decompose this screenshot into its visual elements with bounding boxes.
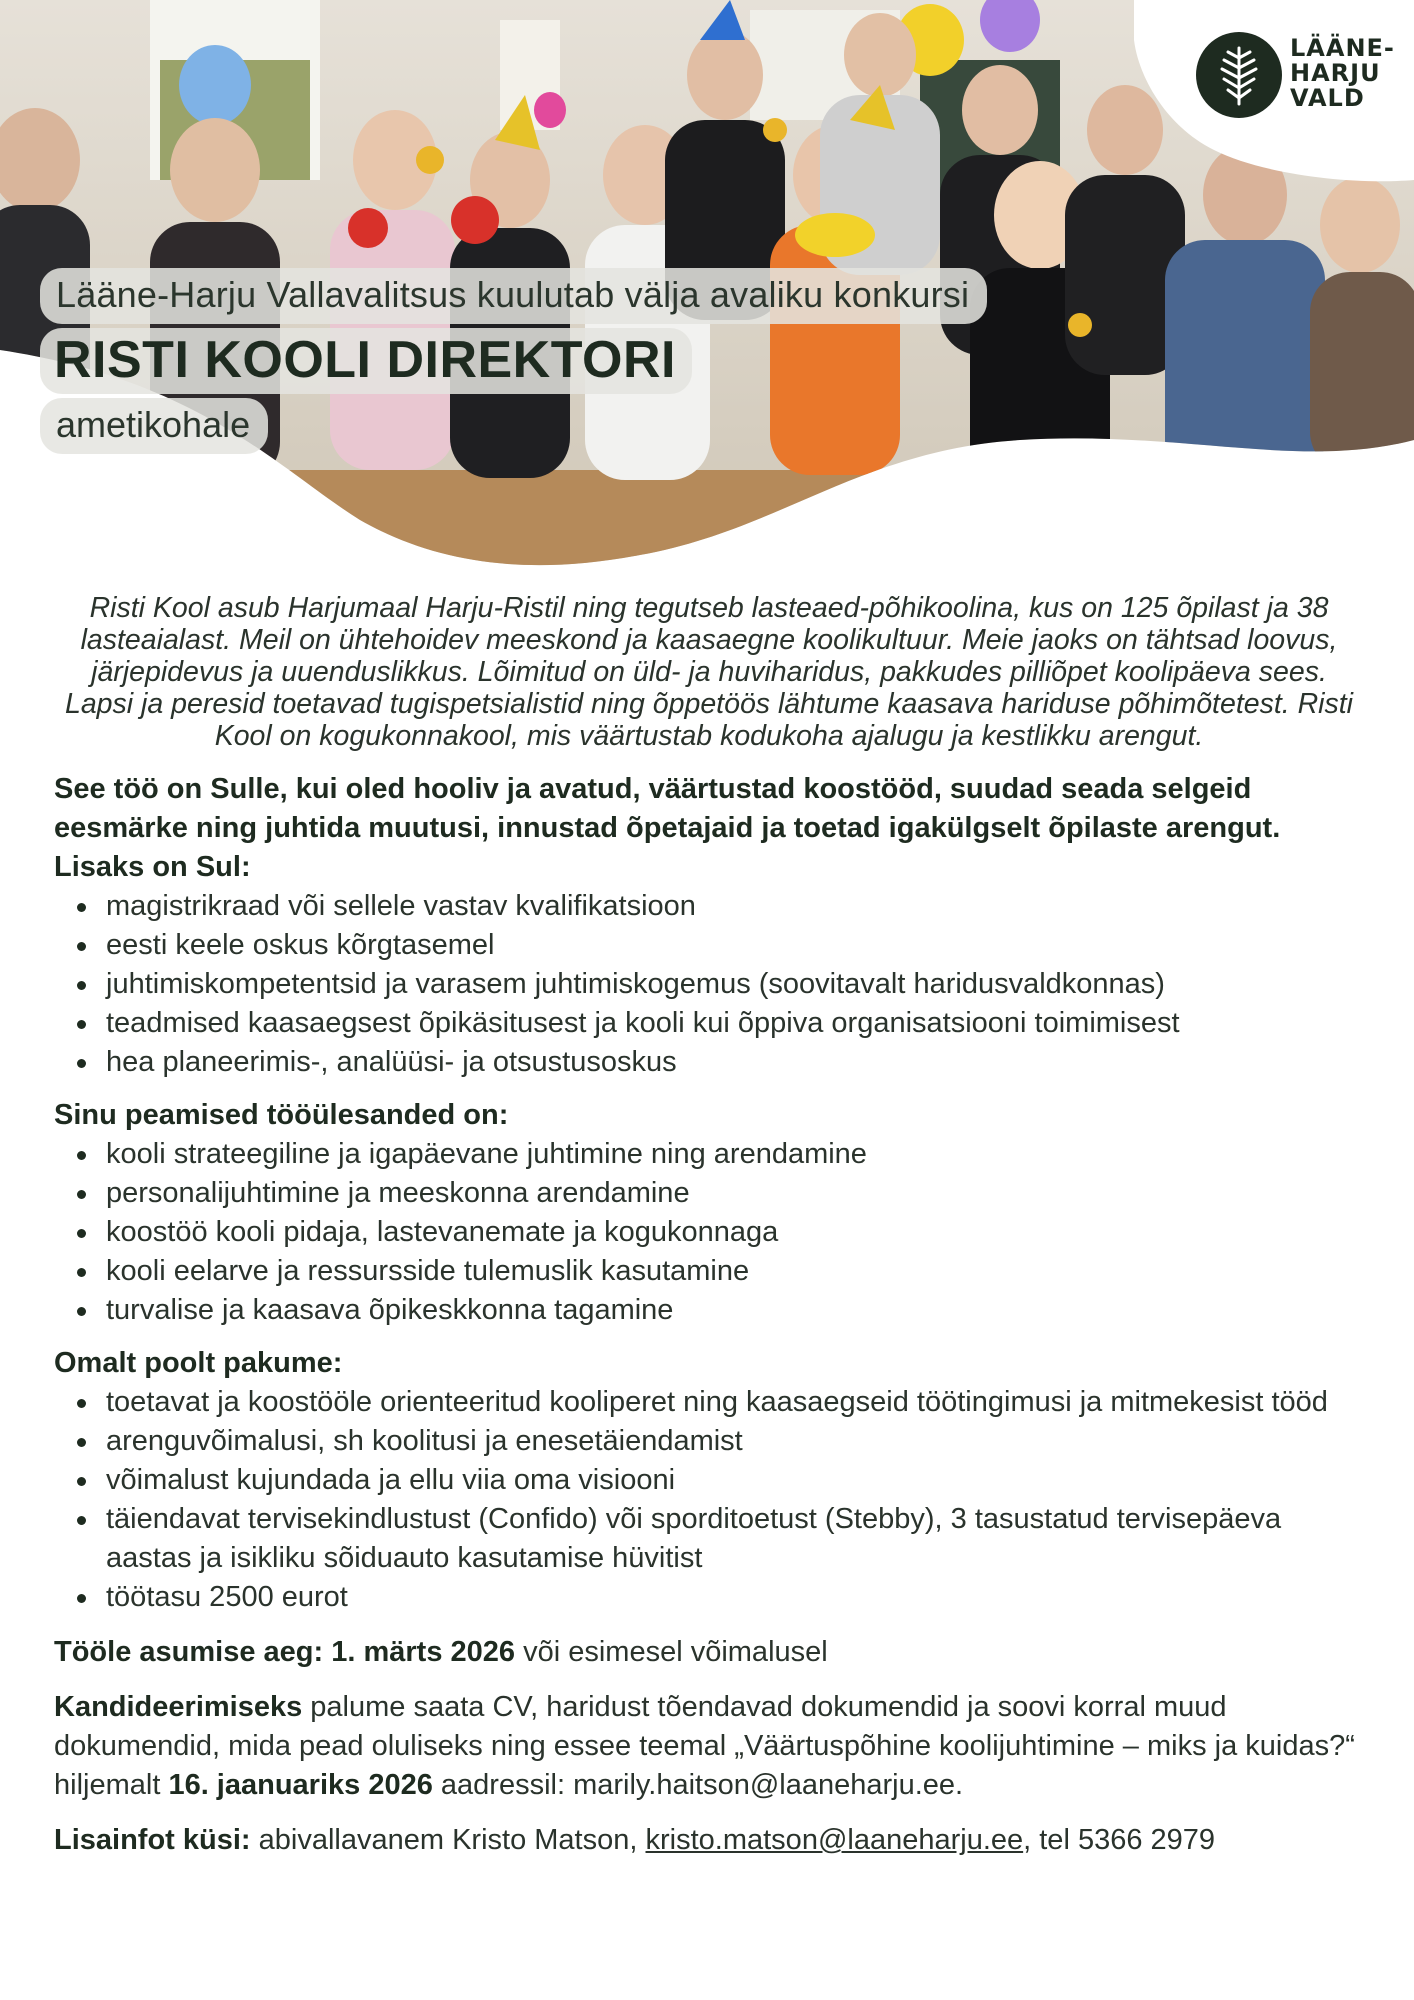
list-item: eesti keele oskus kõrgtasemel [106, 926, 1364, 965]
contact-person: abivallavanem Kristo Matson, [258, 1824, 638, 1856]
list-item: turvalise ja kaasava õpikeskkonna tagamine [106, 1291, 1364, 1330]
start-date-value: 1. märts 2026 [331, 1636, 516, 1668]
tree-leaf-icon [1196, 32, 1282, 118]
contact-email-link[interactable]: kristo.matson@laaneharju.ee [645, 1824, 1024, 1856]
start-date [54, 1633, 1364, 1672]
offer-title: Omalt poolt pakume: [54, 1347, 343, 1379]
list-item: hea planeerimis-, analüüsi- ja otsustusoskus [106, 1043, 1364, 1082]
list-item: magistrikraad või sellele vastav kvalifikatsioon [106, 887, 1364, 926]
apply-text-1: palume saata CV, haridust tõendavad dokumendid ja soovi korral muud dokumendid, mida pead oluliseks ning essee teemal „Väärtuspõhine koolijuhtimine – miks ja kuidas?“ hiljemalt [54, 1691, 1355, 1801]
offer-list [54, 1383, 1364, 1617]
hero-banner [0, 0, 1414, 590]
list-item: juhtimiskompetentsid ja varasem juhtimiskogemus (soovitavalt haridusvaldkonnas) [106, 965, 1364, 1004]
apply-paragraph [54, 1688, 1364, 1805]
list-item: toetavat ja koostööle orienteeritud kooliperet ning kaasaegseid töötingimusi ja mitmekesist tööd [106, 1383, 1364, 1422]
start-rest: või esimesel võimalusel [523, 1636, 828, 1668]
logo-line-1: LÄÄNE- [1290, 34, 1395, 62]
intro-paragraph: Risti Kool asub Harjumaal Harju-Ristil ning tegutseb lasteaed-põhikoolina, kus on 125 õpilast ja 38 lasteaialast. Meil on ühtehoidev meeskond ja kaasaegne koolikultuur. Meie jaoks on tähtsad loovus, järjepidevus ja uuenduslikkus. Lõimitud on üld- ja huviharidus, pakkudes pilliõpet koolipäeva sees. Lapsi ja peresid toetavad tugispetsialistid ning õppetöös lähtume kaasava hariduse põhimõtetest. Risti Kool on kogukonnakool, mis väärtustab kodukoha ajalugu ja kestlikku arengut. [64, 592, 1354, 752]
apply-text-2: aadressil: marily.haitson@laaneharju.ee. [440, 1769, 964, 1801]
tasks-list [54, 1135, 1364, 1330]
apply-label: Kandideerimiseks [54, 1691, 303, 1723]
list-item: võimalust kujundada ja ellu viia oma visiooni [106, 1461, 1364, 1500]
logo-line-2: HARJU [1290, 59, 1381, 87]
headline [40, 268, 987, 454]
list-item: täiendavat tervisekindlustust (Confido) või sporditoetust (Stebby), 3 tasustatud tervisepäeva aastas ja isikliku sõiduauto kasutamise hüvitist [106, 1500, 1364, 1578]
contact-phone: , tel 5366 2979 [1023, 1824, 1216, 1856]
logo [1134, 0, 1414, 185]
requirements-list [54, 887, 1364, 1082]
list-item: kooli eelarve ja ressursside tulemuslik kasutamine [106, 1252, 1364, 1291]
list-item: personalijuhtimine ja meeskonna arendamine [106, 1174, 1364, 1213]
logo-wordmark [1290, 36, 1395, 111]
requirements-lead: See töö on Sulle, kui oled hooliv ja avatud, väärtustad koostööd, suudad seada selgeid eesmärke ning juhtida muutusi, innustad õpetajaid ja toetad igakülgselt õpilaste arengut. Lisaks on Sul: [54, 773, 1281, 883]
list-item: töötasu 2500 eurot [106, 1578, 1364, 1617]
job-ad-content [54, 592, 1364, 1860]
list-item: koostöö kooli pidaja, lastevanemate ja kogukonnaga [106, 1213, 1364, 1252]
contact-label: Lisainfot küsi: [54, 1824, 251, 1856]
list-item: kooli strateegiline ja igapäevane juhtimine ning arendamine [106, 1135, 1364, 1174]
headline-subtitle: Lääne-Harju Vallavalitsus kuulutab välja avaliku konkursi [40, 268, 987, 324]
list-item: arenguvõimalusi, sh koolitusi ja enesetäiendamist [106, 1422, 1364, 1461]
headline-suffix: ametikohale [40, 398, 268, 454]
apply-deadline: 16. jaanuariks 2026 [168, 1769, 433, 1801]
contact-paragraph [54, 1821, 1364, 1860]
list-item: teadmised kaasaegsest õpikäsitusest ja kooli kui õppiva organisatsiooni toimimisest [106, 1004, 1364, 1043]
logo-line-3: VALD [1290, 84, 1365, 112]
tasks-title: Sinu peamised tööülesanded on: [54, 1099, 509, 1131]
start-label: Tööle asumise aeg: [54, 1636, 324, 1668]
headline-title: RISTI KOOLI DIREKTORI [40, 328, 692, 394]
